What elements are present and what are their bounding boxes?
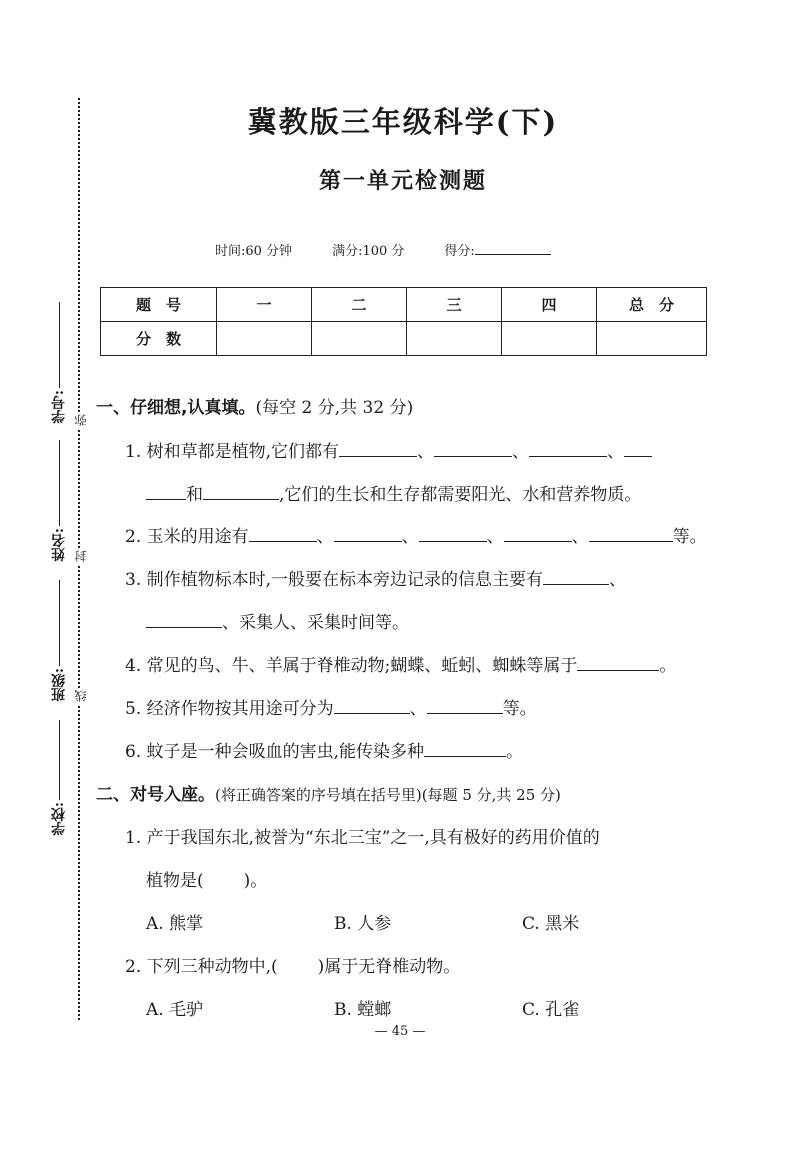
answer-blank[interactable] <box>577 654 659 671</box>
score-field <box>444 240 550 259</box>
name-label: 姓名: <box>51 528 67 562</box>
student-id-line <box>59 302 60 388</box>
question-2-2-line-1 <box>125 952 460 977</box>
separator: 、 <box>401 527 419 547</box>
section-2-number: 二、 <box>96 785 130 805</box>
page-title: 冀教版三年级科学(下) <box>247 105 559 139</box>
question-1-2-end: 等。 <box>672 527 707 547</box>
score-row-label: 分 数 <box>101 322 217 356</box>
question-1-3-text-2: 、采集人、采集时间等。 <box>222 613 409 633</box>
question-1-2 <box>125 522 707 547</box>
score-table-cell: 一 <box>217 288 312 322</box>
question-2-1-line-1: 1. 产于我国东北,被誉为“东北三宝”之一,具有极好的药用价值的 <box>125 828 600 848</box>
binding-fields <box>44 290 74 836</box>
answer-blank[interactable] <box>419 525 487 542</box>
answer-blank[interactable] <box>434 440 512 457</box>
answer-blank[interactable] <box>203 483 279 500</box>
section-1-number: 一、 <box>96 398 130 418</box>
section-2-heading <box>96 780 561 805</box>
option-c: C. 孔雀 <box>522 1000 580 1020</box>
student-id-field <box>44 302 74 423</box>
answer-blank[interactable] <box>589 525 673 542</box>
separator: 、 <box>607 442 625 462</box>
answer-blank[interactable] <box>146 483 186 500</box>
separator: 、 <box>512 442 530 462</box>
option-a: A. 熊掌 <box>146 914 204 934</box>
question-1-4 <box>125 651 676 676</box>
score-table-cell: 总 分 <box>597 288 707 322</box>
answer-blank[interactable] <box>334 525 402 542</box>
score-cell-1[interactable] <box>217 322 312 356</box>
section-2-title: 对号入座。 <box>130 785 215 805</box>
separator: 、 <box>571 527 589 547</box>
score-blank[interactable] <box>475 254 551 255</box>
class-line <box>59 580 60 666</box>
score-table-cell: 三 <box>407 288 502 322</box>
school-line <box>59 720 60 800</box>
option-b: B. 人参 <box>334 914 392 934</box>
separator: 、 <box>316 527 334 547</box>
score-table-cell: 题 号 <box>101 288 217 322</box>
section-2-note: (将正确答案的序号填在括号里)(每题 5 分,共 25 分) <box>215 786 561 804</box>
question-1-6-end: 。 <box>506 742 524 762</box>
score-table-cell: 四 <box>502 288 597 322</box>
question-1-1-text: 1. 树和草都是植物,它们都有 <box>125 442 340 462</box>
question-1-5-end: 等。 <box>502 699 537 719</box>
section-1-title: 仔细想,认真填。 <box>130 398 256 418</box>
question-1-1-line-1 <box>125 437 652 462</box>
score-cell-total[interactable] <box>597 322 707 356</box>
score-label: 得分: <box>444 244 475 259</box>
name-line <box>59 440 60 526</box>
question-1-6 <box>125 737 523 762</box>
seal-char-xian: 线 <box>74 690 88 702</box>
question-1-5 <box>125 694 537 719</box>
question-1-1-and: 和 <box>186 485 203 505</box>
separator: 、 <box>609 570 627 590</box>
answer-blank[interactable] <box>249 525 317 542</box>
page-subtitle: 第一单元检测题 <box>318 168 487 194</box>
question-2-2-text-2: )属于无脊椎动物。 <box>317 957 461 977</box>
question-2-2-text: 2. 下列三种动物中,( <box>125 957 278 977</box>
separator: 、 <box>417 442 435 462</box>
question-1-4-end: 。 <box>659 656 677 676</box>
score-table <box>100 287 707 356</box>
score-cell-2[interactable] <box>312 322 407 356</box>
seal-char-mi: 弥 <box>74 414 88 426</box>
answer-blank[interactable] <box>427 697 503 714</box>
question-1-1-line-2 <box>146 480 641 505</box>
student-id-label: 学号: <box>51 390 67 424</box>
school-label: 学校: <box>51 802 67 836</box>
class-label: 班级: <box>51 668 67 702</box>
answer-blank[interactable] <box>624 440 652 457</box>
question-1-3-line-1 <box>125 565 626 590</box>
time-limit: 时间:60 分钟 <box>215 244 293 259</box>
answer-blank[interactable] <box>334 697 410 714</box>
page-number: — 45 — <box>374 1024 426 1039</box>
separator: 、 <box>409 699 427 719</box>
question-1-1-text-2: ,它们的生长和生存都需要阳光、水和营养物质。 <box>279 485 642 505</box>
question-1-3-text: 3. 制作植物标本时,一般要在标本旁边记录的信息主要有 <box>125 570 544 590</box>
question-1-4-text: 4. 常见的鸟、牛、羊属于脊椎动物;蝴蝶、蚯蚓、蜘蛛等属于 <box>125 656 578 676</box>
score-table-header-row <box>101 288 707 322</box>
question-1-5-text: 5. 经济作物按其用途可分为 <box>125 699 334 719</box>
score-table-score-row <box>101 322 707 356</box>
score-cell-3[interactable] <box>407 322 502 356</box>
school-field <box>44 720 74 835</box>
option-b: B. 螳螂 <box>334 1000 392 1020</box>
separator: 、 <box>486 527 504 547</box>
score-cell-4[interactable] <box>502 322 597 356</box>
question-2-1-end: )。 <box>243 871 268 891</box>
question-1-6-text: 6. 蚊子是一种会吸血的害虫,能传染多种 <box>125 742 425 762</box>
question-1-2-text: 2. 玉米的用途有 <box>125 527 249 547</box>
section-1-heading <box>96 393 413 418</box>
score-table-cell: 二 <box>312 288 407 322</box>
name-field <box>44 440 74 561</box>
option-a: A. 毛驴 <box>146 1000 204 1020</box>
answer-blank[interactable] <box>424 740 506 757</box>
section-1-note: (每空 2 分,共 32 分) <box>255 398 414 418</box>
seal-char-feng: 封 <box>74 550 88 562</box>
answer-blank[interactable] <box>339 440 417 457</box>
answer-blank[interactable] <box>543 568 609 585</box>
answer-blank[interactable] <box>529 440 607 457</box>
option-c: C. 黑米 <box>522 914 580 934</box>
exam-info <box>215 240 551 259</box>
full-score: 满分:100 分 <box>332 244 405 259</box>
class-field <box>44 580 74 701</box>
question-2-1-text: 植物是( <box>146 871 204 891</box>
question-1-3-line-2 <box>146 608 409 633</box>
answer-blank[interactable] <box>504 525 572 542</box>
answer-blank[interactable] <box>146 611 222 628</box>
question-2-1-line-2 <box>146 866 267 891</box>
